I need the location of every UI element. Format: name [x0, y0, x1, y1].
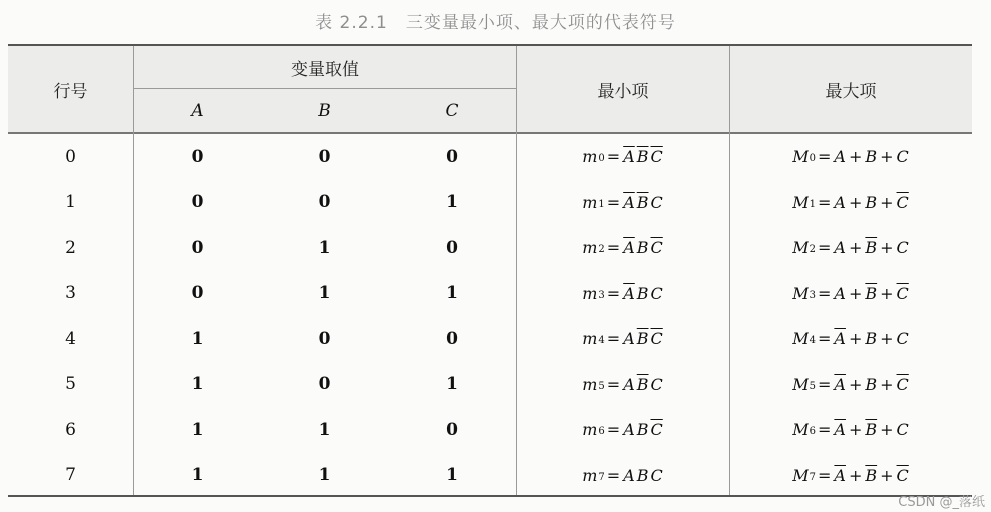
literal: A: [623, 374, 635, 394]
term-index: 7: [809, 471, 816, 483]
header-minterm: 最小项: [597, 81, 649, 102]
term-index: 5: [598, 380, 605, 392]
equals-sign: =: [606, 465, 621, 485]
equals-sign: =: [606, 420, 621, 440]
complemented-literal: $\overline{C}$: [650, 420, 663, 440]
literal: C: [650, 374, 663, 394]
equals-sign: =: [817, 465, 832, 485]
term-symbol: M: [792, 465, 809, 485]
table-bottom-rule: [8, 495, 972, 497]
term-symbol: M: [792, 147, 809, 167]
minterm-cell: [517, 362, 729, 408]
term-symbol: M: [792, 192, 809, 212]
value-b-cell: 1: [318, 283, 331, 304]
term-index: 0: [809, 153, 816, 165]
complemented-literal: $\overline{B}$: [865, 465, 878, 485]
literal: C: [896, 238, 909, 258]
plus-sign: +: [880, 238, 894, 258]
equals-sign: =: [606, 283, 621, 303]
complemented-literal: $\overline{B}$: [636, 374, 649, 394]
literal: C: [650, 192, 663, 212]
literal: B: [636, 465, 649, 485]
value-b-cell: 0: [318, 374, 331, 395]
term-symbol: M: [792, 374, 809, 394]
plus-sign: +: [848, 465, 863, 485]
value-c-cell: 1: [446, 283, 458, 304]
row-number-cell: 6: [65, 419, 76, 440]
complemented-literal: $\overline{C}$: [896, 374, 909, 394]
header-vars-group: 变量取值: [291, 59, 359, 80]
literal: A: [834, 238, 846, 258]
value-b-cell: 1: [318, 237, 331, 258]
value-c-cell: 0: [446, 419, 458, 440]
header-row-no: 行号: [53, 81, 88, 102]
plus-sign: +: [880, 329, 894, 349]
term-symbol: m: [582, 465, 598, 485]
equals-sign: =: [817, 147, 832, 167]
complemented-literal: $\overline{C}$: [650, 147, 663, 167]
term-symbol: m: [582, 192, 598, 212]
plus-sign: +: [848, 329, 863, 349]
complemented-literal: $\overline{A}$: [623, 147, 635, 167]
plus-sign: +: [880, 420, 894, 440]
term-index: 3: [809, 289, 816, 301]
plus-sign: +: [880, 465, 894, 485]
literal: A: [834, 147, 846, 167]
term-symbol: M: [792, 420, 809, 440]
complemented-literal: $\overline{B}$: [865, 238, 878, 258]
row-number-cell: 3: [65, 283, 76, 304]
plus-sign: +: [880, 192, 894, 212]
plus-sign: +: [848, 238, 863, 258]
literal: A: [834, 283, 846, 303]
equals-sign: =: [606, 374, 621, 394]
literal: B: [636, 283, 649, 303]
plus-sign: +: [880, 374, 894, 394]
complemented-literal: $\overline{C}$: [896, 465, 909, 485]
literal: B: [865, 147, 878, 167]
literal: C: [650, 465, 663, 485]
term-symbol: M: [792, 238, 809, 258]
minterm-cell: [517, 225, 729, 271]
complemented-literal: $\overline{A}$: [834, 420, 846, 440]
literal: A: [623, 329, 635, 349]
watermark: CSDN @_落纸: [898, 495, 985, 510]
term-index: 2: [598, 244, 605, 256]
minterm-cell: [517, 453, 729, 499]
row-number-cell: 7: [65, 465, 76, 486]
literal: C: [896, 420, 909, 440]
maxterm-cell: [730, 407, 972, 453]
literal: A: [623, 420, 635, 440]
term-index: 4: [598, 335, 605, 347]
value-a-cell: 1: [191, 328, 204, 349]
plus-sign: +: [848, 147, 863, 167]
header-var-c: C: [445, 100, 459, 121]
value-a-cell: 0: [191, 192, 204, 213]
value-b-cell: 1: [318, 465, 331, 486]
term-index: 4: [809, 335, 816, 347]
value-a-cell: 0: [191, 146, 204, 167]
term-index: 1: [598, 198, 605, 210]
header-var-b: B: [318, 100, 331, 121]
equals-sign: =: [817, 420, 832, 440]
value-a-cell: 1: [191, 465, 204, 486]
term-index: 1: [809, 198, 816, 210]
equals-sign: =: [606, 147, 621, 167]
minterm-cell: [517, 316, 729, 362]
value-c-cell: 1: [446, 192, 458, 213]
complemented-literal: $\overline{A}$: [834, 374, 846, 394]
equals-sign: =: [606, 238, 621, 258]
plus-sign: +: [848, 283, 863, 303]
term-index: 6: [598, 426, 605, 438]
term-symbol: m: [582, 147, 598, 167]
literal: B: [865, 329, 878, 349]
complemented-literal: $\overline{B}$: [636, 329, 649, 349]
complemented-literal: $\overline{C}$: [650, 329, 663, 349]
value-a-cell: 0: [191, 283, 204, 304]
complemented-literal: $\overline{A}$: [623, 238, 635, 258]
complemented-literal: $\overline{A}$: [623, 192, 635, 212]
plus-sign: +: [880, 283, 894, 303]
complemented-literal: $\overline{A}$: [834, 465, 846, 485]
term-index: 0: [598, 153, 605, 165]
row-number-cell: 2: [65, 237, 76, 258]
complemented-literal: $\overline{A}$: [834, 329, 846, 349]
literal: B: [865, 192, 878, 212]
value-a-cell: 1: [191, 374, 204, 395]
complemented-literal: $\overline{B}$: [636, 147, 649, 167]
header-maxterm: 最大项: [825, 81, 877, 102]
term-index: 5: [809, 380, 816, 392]
equals-sign: =: [817, 192, 832, 212]
value-a-cell: 1: [191, 419, 204, 440]
complemented-literal: $\overline{C}$: [896, 283, 909, 303]
term-symbol: M: [792, 283, 809, 303]
term-symbol: m: [582, 420, 598, 440]
value-b-cell: 1: [318, 419, 331, 440]
literal: B: [636, 238, 649, 258]
plus-sign: +: [880, 147, 894, 167]
value-b-cell: 0: [318, 192, 331, 213]
term-symbol: m: [582, 238, 598, 258]
value-c-cell: 1: [446, 374, 458, 395]
maxterm-cell: [730, 225, 972, 271]
maxterm-cell: [730, 362, 972, 408]
equals-sign: =: [817, 374, 832, 394]
maxterm-cell: [730, 134, 972, 180]
row-number-cell: 0: [65, 146, 76, 167]
row-number-cell: 1: [65, 192, 76, 213]
value-b-cell: 0: [318, 146, 331, 167]
plus-sign: +: [848, 374, 863, 394]
literal: C: [896, 329, 909, 349]
equals-sign: =: [606, 192, 621, 212]
minterm-cell: [517, 407, 729, 453]
complemented-literal: $\overline{C}$: [896, 192, 909, 212]
literal: C: [896, 147, 909, 167]
complemented-literal: $\overline{B}$: [865, 420, 878, 440]
literal: B: [865, 374, 878, 394]
term-symbol: M: [792, 329, 809, 349]
plus-sign: +: [848, 420, 863, 440]
complemented-literal: $\overline{B}$: [865, 283, 878, 303]
equals-sign: =: [606, 329, 621, 349]
table-caption: 表 2.2.1 三变量最小项、最大项的代表符号: [315, 13, 676, 33]
row-number-cell: 4: [65, 328, 76, 349]
literal: C: [650, 283, 663, 303]
value-a-cell: 0: [191, 237, 204, 258]
equals-sign: =: [817, 329, 832, 349]
term-index: 6: [809, 426, 816, 438]
value-b-cell: 0: [318, 328, 331, 349]
value-c-cell: 0: [446, 146, 458, 167]
term-symbol: m: [582, 283, 598, 303]
literal: B: [636, 420, 649, 440]
complemented-literal: $\overline{C}$: [650, 238, 663, 258]
term-symbol: m: [582, 374, 598, 394]
minterm-cell: [517, 271, 729, 317]
literal: A: [623, 465, 635, 485]
value-c-cell: 1: [446, 465, 458, 486]
complemented-literal: $\overline{B}$: [636, 192, 649, 212]
equals-sign: =: [817, 283, 832, 303]
row-number-cell: 5: [65, 374, 76, 395]
minterm-cell: [517, 180, 729, 226]
maxterm-cell: [730, 271, 972, 317]
term-index: 2: [809, 244, 816, 256]
term-symbol: m: [582, 329, 598, 349]
plus-sign: +: [848, 192, 863, 212]
maxterm-cell: [730, 316, 972, 362]
term-index: 3: [598, 289, 605, 301]
equals-sign: =: [817, 238, 832, 258]
value-c-cell: 0: [446, 237, 458, 258]
header-var-a: A: [191, 100, 204, 121]
maxterm-cell: [730, 180, 972, 226]
literal: A: [834, 192, 846, 212]
term-index: 7: [598, 471, 605, 483]
value-c-cell: 0: [446, 328, 458, 349]
complemented-literal: $\overline{A}$: [623, 283, 635, 303]
minterm-cell: [517, 134, 729, 180]
